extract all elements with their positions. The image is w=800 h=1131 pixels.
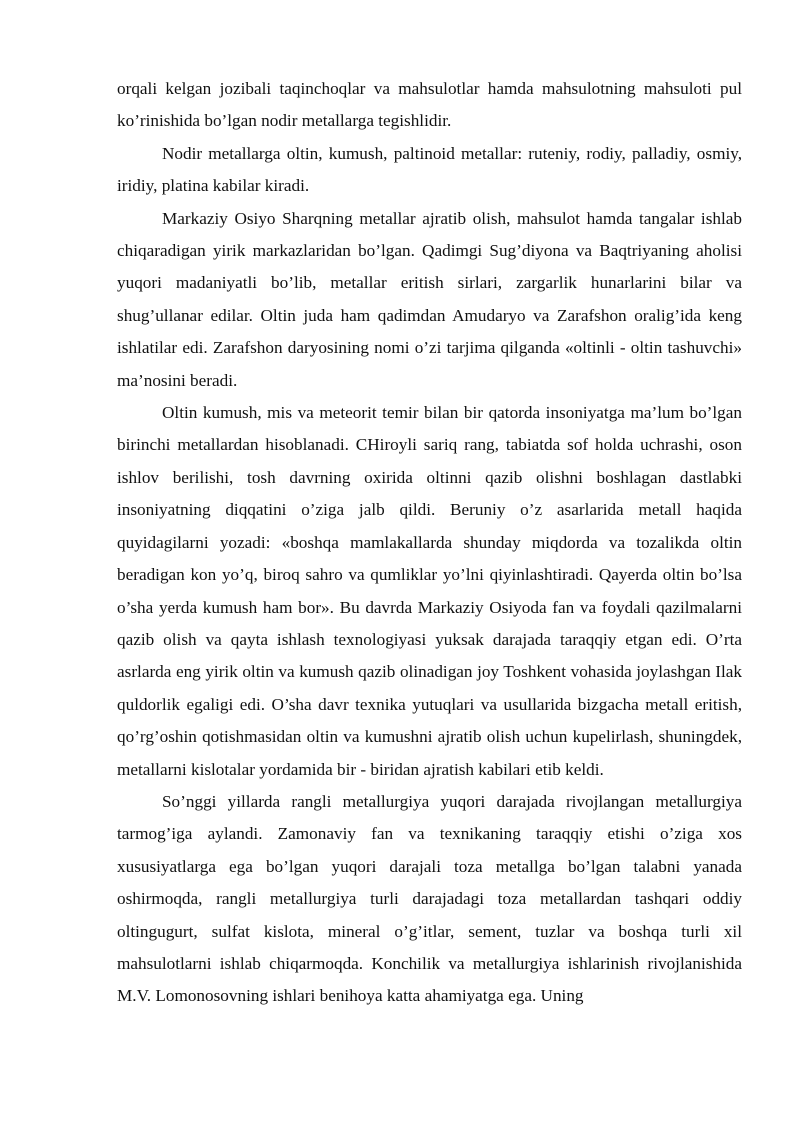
paragraph-central-asia: Markaziy Osiyo Sharqning metallar ajratib olish, mahsulot hamda tangalar ishlab chiqaradigan yirik markazlaridan bo’lgan. Qadimgi Sug’diyona va Baqtriyaning aholisi yuqori madaniyatli bo’lib, metallar eritish sirlari, zargarlik hunarlarini bilar va shug’ullanar edilar. Oltin juda ham qadimdan Amudaryo va Zarafshon oralig’ida keng ishlatilar edi. Zarafshon daryosining nomi o’zi tarjima qilganda «oltinli - oltin tashuvchi» ma’nosini beradi. [117, 208, 742, 390]
paragraph-gold-history: Oltin kumush, mis va meteorit temir bilan bir qatorda insoniyatga ma’lum bo’lgan birinchi metallardan hisoblanadi. CHiroyli sariq rang, tabiatda sof holda uchrashi, oson ishlov berilishi, tosh davrning oxirida oltinni qazib olishni boshlagan dastlabki insoniyatning diqqatini o’ziga jalb qildi. Beruniy o’z asarlarida metall haqida quyidagilarni yozadi: «boshqa mamlakallarda shunday miqdorda va tozalikda oltin beradigan kon yo’q, biroq sahro va qumliklar yo’lni qiyinlashtiradi. Qayerda oltin bo’lsa o’sha yerda kumush ham bor». Bu davrda Markaziy Osiyoda fan va foydali qazilmalarni qazib olish va qayta ishlash texnologiyasi yuksak darajada taraqqiy etgan edi. O’rta asrlarda eng yirik oltin va kumush qazib olinadigan joy Toshkent vohasida joylashgan Ilak quldorlik egaligi edi. O’sha davr texnika yutuqlari va usullarida bizgacha metall eritish, qo’rg’oshin qotishmasidan oltin va kumushni ajratib olish uchun kupelirlash, shuningdek, metallarni kislotalar yordamida bir - biridan ajratish kabilari etib keldi. [117, 403, 742, 779]
document-page [117, 73, 742, 1013]
paragraph-continuation: orqali kelgan jozibali taqinchoqlar va mahsulotlar hamda mahsulotning mahsuloti pul ko’rinishida bo’lgan nodir metallarga tegishlidir. [117, 79, 742, 131]
paragraph-nonferrous-metallurgy: So’nggi yillarda rangli metallurgiya yuqori darajada rivojlangan metallurgiya tarmog’iga aylandi. Zamonaviy fan va texnikaning taraqqiy etishi o’ziga xos xususiyatlarga ega bo’lgan yuqori darajali toza metallga bo’lgan talabni yanada oshirmoqda, rangli metallurgiya turli darajadagi toza metallardan tashqari oddiy oltingugurt, sulfat kislota, mineral o’g’itlar, sement, tuzlar va boshqa turli xil mahsulotlarni ishlab chiqarmoqda. Konchilik va metallurgiya ishlarinish rivojlanishida M.V. Lomonosovning ishlari benihoya katta ahamiyatga ega. Uning [117, 791, 742, 1006]
paragraph-noble-metals-list: Nodir metallarga oltin, kumush, paltinoid metallar: ruteniy, rodiy, palladiy, osmiy, iridiy, platina kabilar kiradi. [117, 143, 742, 196]
